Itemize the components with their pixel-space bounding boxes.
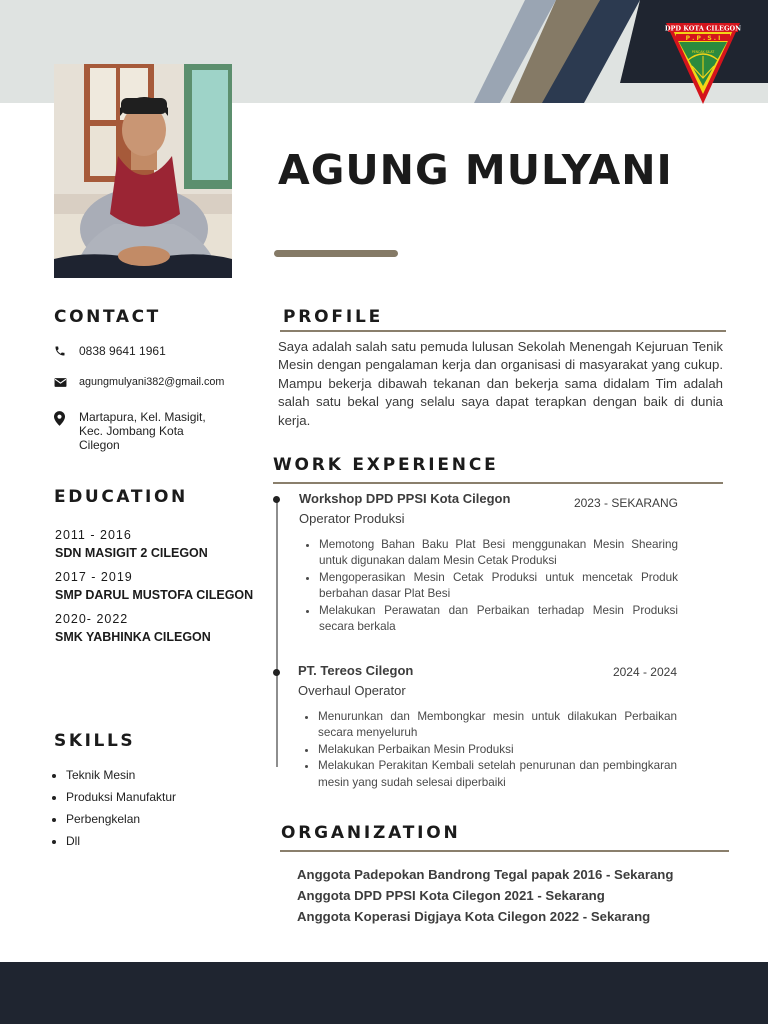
organization-heading: ORGANIZATION bbox=[281, 823, 461, 843]
skill-item: • Teknik Mesin bbox=[66, 767, 176, 789]
svg-text:DPD KOTA CILEGON: DPD KOTA CILEGON bbox=[664, 24, 742, 33]
organization-list bbox=[297, 864, 673, 927]
name-underline bbox=[274, 250, 398, 257]
job-company: Workshop DPD PPSI Kota Cilegon bbox=[299, 491, 511, 506]
education-school: SMP DARUL MUSTOFA CILEGON bbox=[55, 588, 254, 602]
job-task: • Mengoperasikan Mesin Cetak Produksi untuk mencetak Produk berbahan dasar Plat Besi bbox=[319, 570, 678, 603]
skill-item: • Perbengkelan bbox=[66, 811, 176, 833]
footer-band bbox=[0, 962, 768, 1024]
job-task: • Melakukan Perbaikan Mesin Produksi bbox=[318, 742, 677, 758]
job-task-list bbox=[300, 537, 678, 635]
mail-icon bbox=[54, 376, 79, 388]
organization-item: Anggota Koperasi Digjaya Kota Cilegon 2022 - Sekarang bbox=[297, 909, 651, 924]
address-line: Martapura, Kel. Masigit, bbox=[79, 410, 206, 424]
organization-item: Anggota DPD PPSI Kota Cilegon 2021 - Sekarang bbox=[297, 888, 605, 903]
job-task: • Melakukan Perakitan Kembali setelah penurunan dan pembingkaran mesin yang sudah selesai diperbaiki bbox=[318, 758, 677, 791]
contact-heading: CONTACT bbox=[54, 307, 161, 327]
timeline-dot bbox=[273, 496, 280, 503]
education-item bbox=[55, 612, 211, 644]
job-task: • Menurunkan dan Membongkar mesin untuk dilakukan Perbaikan secara menyeluruh bbox=[318, 709, 677, 742]
education-years: 2017 - 2019 bbox=[55, 570, 133, 584]
contact-email-row bbox=[54, 376, 224, 388]
contact-address-row bbox=[54, 410, 206, 452]
skill-item: • Produksi Manufaktur bbox=[66, 789, 176, 811]
skills-heading: SKILLS bbox=[54, 731, 136, 751]
skills-list bbox=[52, 767, 176, 855]
work-heading: WORK EXPERIENCE bbox=[273, 455, 499, 475]
education-heading: EDUCATION bbox=[54, 487, 188, 507]
svg-text:P . P . S . I: P . P . S . I bbox=[685, 35, 721, 42]
phone-number[interactable]: 0838 9641 1961 bbox=[79, 344, 166, 358]
education-item bbox=[55, 528, 208, 560]
address-line: Cilegon bbox=[79, 438, 120, 452]
job-company: PT. Tereos Cilegon bbox=[298, 663, 414, 678]
profile-summary: Saya adalah salah satu pemuda lulusan Sekolah Menengah Kejuruan Tenik Mesin dengan pengalaman kerja dan organisasi di masyarakat yang cukup. Mampu bekerja dibawah tekanan dan bekerja sama didalam Tim adalah salah satu bekal yang selalu saya dapat terapkan dengan baik di dunia kerja. bbox=[278, 339, 723, 428]
svg-text:PENCAK SILAT: PENCAK SILAT bbox=[691, 50, 715, 54]
profile-rule bbox=[280, 330, 726, 332]
contact-phone-row bbox=[54, 344, 166, 358]
address bbox=[79, 410, 206, 452]
phone-icon bbox=[54, 344, 79, 357]
organization-item: Anggota Padepokan Bandrong Tegal papak 2016 - Sekarang bbox=[297, 867, 674, 882]
education-school: SMK YABHINKA CILEGON bbox=[55, 630, 211, 644]
job-task-list bbox=[299, 709, 677, 791]
job-date: 2024 - 2024 bbox=[612, 665, 677, 679]
work-rule bbox=[273, 482, 723, 484]
education-school: SDN MASIGIT 2 CILEGON bbox=[55, 546, 208, 560]
job-task: • Memotong Bahan Baku Plat Besi menggunakan Mesin Shearing untuk digunakan dalam Mesin Cetak Produksi bbox=[319, 537, 678, 570]
skill-item: • Dll bbox=[66, 833, 176, 855]
timeline-line bbox=[276, 500, 278, 767]
address-line: Kec. Jombang Kota bbox=[79, 424, 184, 438]
email-address[interactable]: agungmulyani382@gmail.com bbox=[79, 376, 225, 388]
profile-photo bbox=[54, 64, 232, 278]
profile-heading: PROFILE bbox=[283, 307, 383, 327]
candidate-name: AGUNG MULYANI bbox=[278, 146, 673, 194]
job-role: Operator Produksi bbox=[299, 511, 405, 526]
ppsi-logo bbox=[664, 20, 742, 106]
location-pin-icon bbox=[54, 410, 79, 426]
job-role: Overhaul Operator bbox=[298, 683, 406, 698]
job-task: • Melakukan Perawatan dan Perbaikan terhadap Mesin Produksi secara berkala bbox=[319, 603, 678, 636]
education-years: 2020- 2022 bbox=[55, 612, 129, 626]
education-item bbox=[55, 570, 253, 602]
timeline-dot bbox=[273, 669, 280, 676]
job-date: 2023 - SEKARANG bbox=[573, 496, 678, 510]
education-years: 2011 - 2016 bbox=[55, 528, 132, 542]
organization-rule bbox=[280, 850, 729, 852]
